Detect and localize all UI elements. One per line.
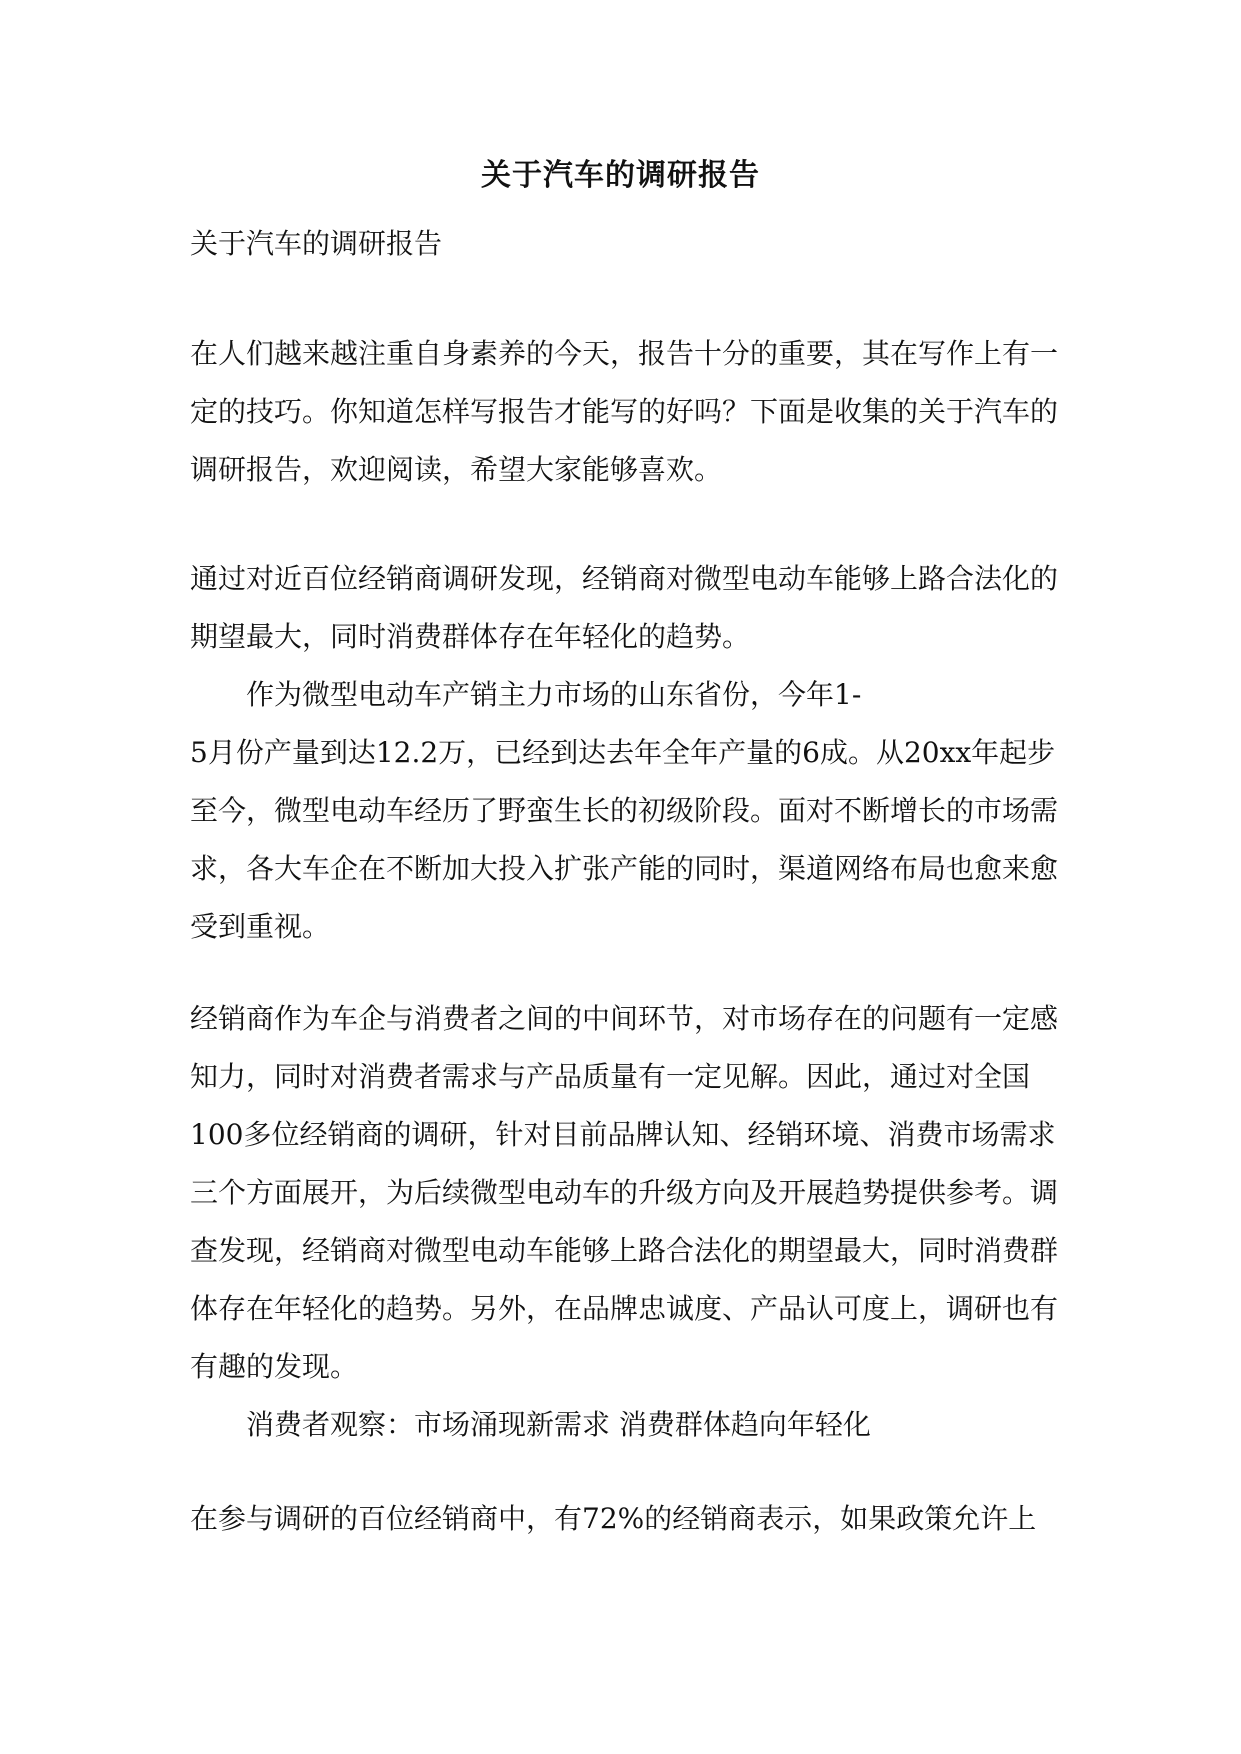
document-title: 关于汽车的调研报告 (481, 158, 760, 193)
paragraph-shandong-start: 作为微型电动车产销主力市场的山东省份，今年1- (246, 678, 862, 711)
paragraph-survey-block (190, 1490, 1060, 1548)
section-heading-consumer: 消费者观察：市场涌现新需求 消费群体趋向年轻化 (246, 1408, 871, 1441)
paragraph-dealers-block (190, 990, 1060, 1454)
paragraph-dealers: 经销商作为车企与消费者之间的中间环节，对市场存在的问题有一定感知力，同时对消费者需求与产品质量有一定见解。因此，通过对全国100多位经销商的调研，针对目前品牌认知、经销环境、消费市场需求三个方面展开，为后续微型电动车的升级方向及开展趋势提供参考。调查发现，经销商对微型电动车能够上路合法化的期望最大，同时消费群体存在年轻化的趋势。另外，在品牌忠诚度、产品认可度上，调研也有有趣的发现。 (190, 1002, 1059, 1383)
paragraph-summary: 通过对近百位经销商调研发现，经销商对微型电动车能够上路合法化的期望最大，同时消费群体存在年轻化的趋势。 (190, 562, 1059, 653)
paragraph-intro: 在人们越来越注重自身素养的今天，报告十分的重要，其在写作上有一定的技巧。你知道怎样写报告才能写的好吗？下面是收集的关于汽车的调研报告，欢迎阅读，希望大家能够喜欢。 (190, 337, 1059, 486)
paragraph-summary-block (190, 550, 1060, 956)
paragraph-intro-block (190, 325, 1060, 499)
paragraph-shandong-cont: 5月份产量到达12.2万，已经到达去年全年产量的6成。从20xx年起步至今，微型电动车经历了野蛮生长的初级阶段。面对不断增长的市场需求，各大车企在不断加大投入扩张产能的同时，渠道网络布局也愈来愈受到重视。 (190, 736, 1059, 943)
paragraph-survey: 在参与调研的百位经销商中，有72%的经销商表示，如果政策允许上 (190, 1502, 1037, 1535)
document-subtitle: 关于汽车的调研报告 (190, 227, 443, 260)
document-subtitle-block (190, 215, 1060, 273)
